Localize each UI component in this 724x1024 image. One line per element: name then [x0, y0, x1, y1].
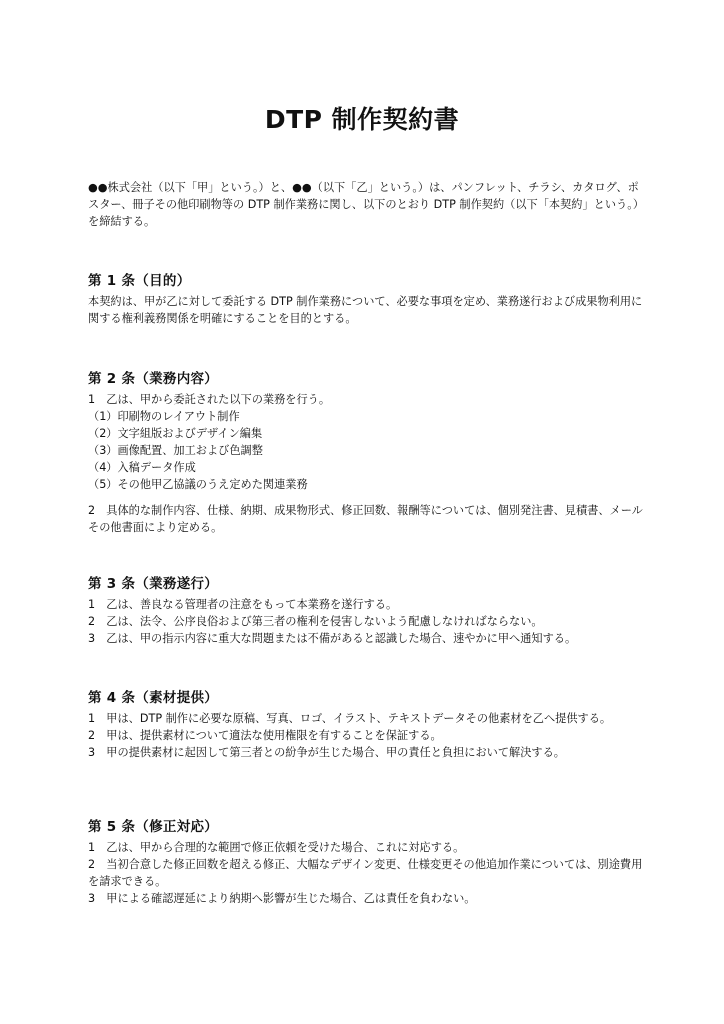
- article-3-clause-1: 1 乙は、善良なる管理者の注意をもって本業務を遂行する。: [88, 598, 398, 611]
- article-2-clause-2: 2 具体的な制作内容、仕様、納期、成果物形式、修正回数、報酬等については、個別発注書、見積書、メールその他書面により定める。: [88, 504, 643, 534]
- article-2-item-5: （5）その他甲乙協議のうえ定めた関連業務: [88, 478, 308, 491]
- article-5-clause-3: 3 甲による確認遅延により納期へ影響が生じた場合、乙は責任を負わない。: [88, 892, 476, 905]
- article-4-clause-3: 3 甲の提供素材に起因して第三者との紛争が生じた場合、甲の責任と負担において解決する。: [88, 746, 565, 759]
- article-4-clause-1: 1 甲は、DTP 制作に必要な原稿、写真、ロゴ、イラスト、テキストデータその他素材を乙へ提供する。: [88, 712, 612, 725]
- article-5-clause-1: 1 乙は、甲から合理的な範囲で修正依頼を受けた場合、これに対応する。: [88, 841, 465, 854]
- article-2-clause-1: 1 乙は、甲から委託された以下の業務を行う。: [88, 393, 331, 406]
- article-1-text: 本契約は、甲が乙に対して委託する DTP 制作業務について、必要な事項を定め、業務遂行および成果物利用に関する権利義務関係を明確にすることを目的とする。: [88, 295, 643, 325]
- article-5-heading: 第 5 条（修正対応）: [88, 819, 219, 835]
- article-3-clause-3: 3 乙は、甲の指示内容に重大な問題または不備があると認識した場合、速やかに甲へ通知する。: [88, 632, 577, 645]
- article-3-heading: 第 3 条（業務遂行）: [88, 576, 219, 592]
- article-4-heading: 第 4 条（素材提供）: [88, 690, 219, 706]
- article-1: [88, 271, 648, 327]
- article-2-heading: 第 2 条（業務内容）: [88, 371, 219, 387]
- article-1-heading: 第 1 条（目的）: [88, 273, 191, 289]
- article-2: [88, 369, 648, 536]
- article-2-item-1: （1）印刷物のレイアウト制作: [88, 410, 240, 423]
- article-3-clause-2: 2 乙は、法令、公序良俗および第三者の権利を侵害しないよう配慮しなければならない。: [88, 615, 543, 628]
- article-2-item-4: （4）入稿データ作成: [88, 461, 196, 474]
- article-5-clause-2: 2 当初合意した修正回数を超える修正、大幅なデザイン変更、仕様変更その他追加作業については、別途費用を請求できる。: [88, 858, 643, 888]
- article-2-item-2: （2）文字組版およびデザイン編集: [88, 427, 263, 440]
- article-2-item-3: （3）画像配置、加工および色調整: [88, 444, 263, 457]
- article-4: [88, 688, 648, 761]
- article-3: [88, 574, 648, 647]
- document-title: DTP 制作契約書: [264, 105, 460, 134]
- article-4-clause-2: 2 甲は、提供素材について適法な使用権限を有することを保証する。: [88, 729, 442, 742]
- article-5: [88, 817, 648, 907]
- preamble-paragraph: ●●株式会社（以下「甲」という。）と、●●（以下「乙」という。）は、パンフレット、チラシ、カタログ、ポスター、冊子その他印刷物等の DTP 制作業務に関し、以下のとおり DTP 制作契約（以下「本契約」という。）を締結する。: [88, 181, 645, 228]
